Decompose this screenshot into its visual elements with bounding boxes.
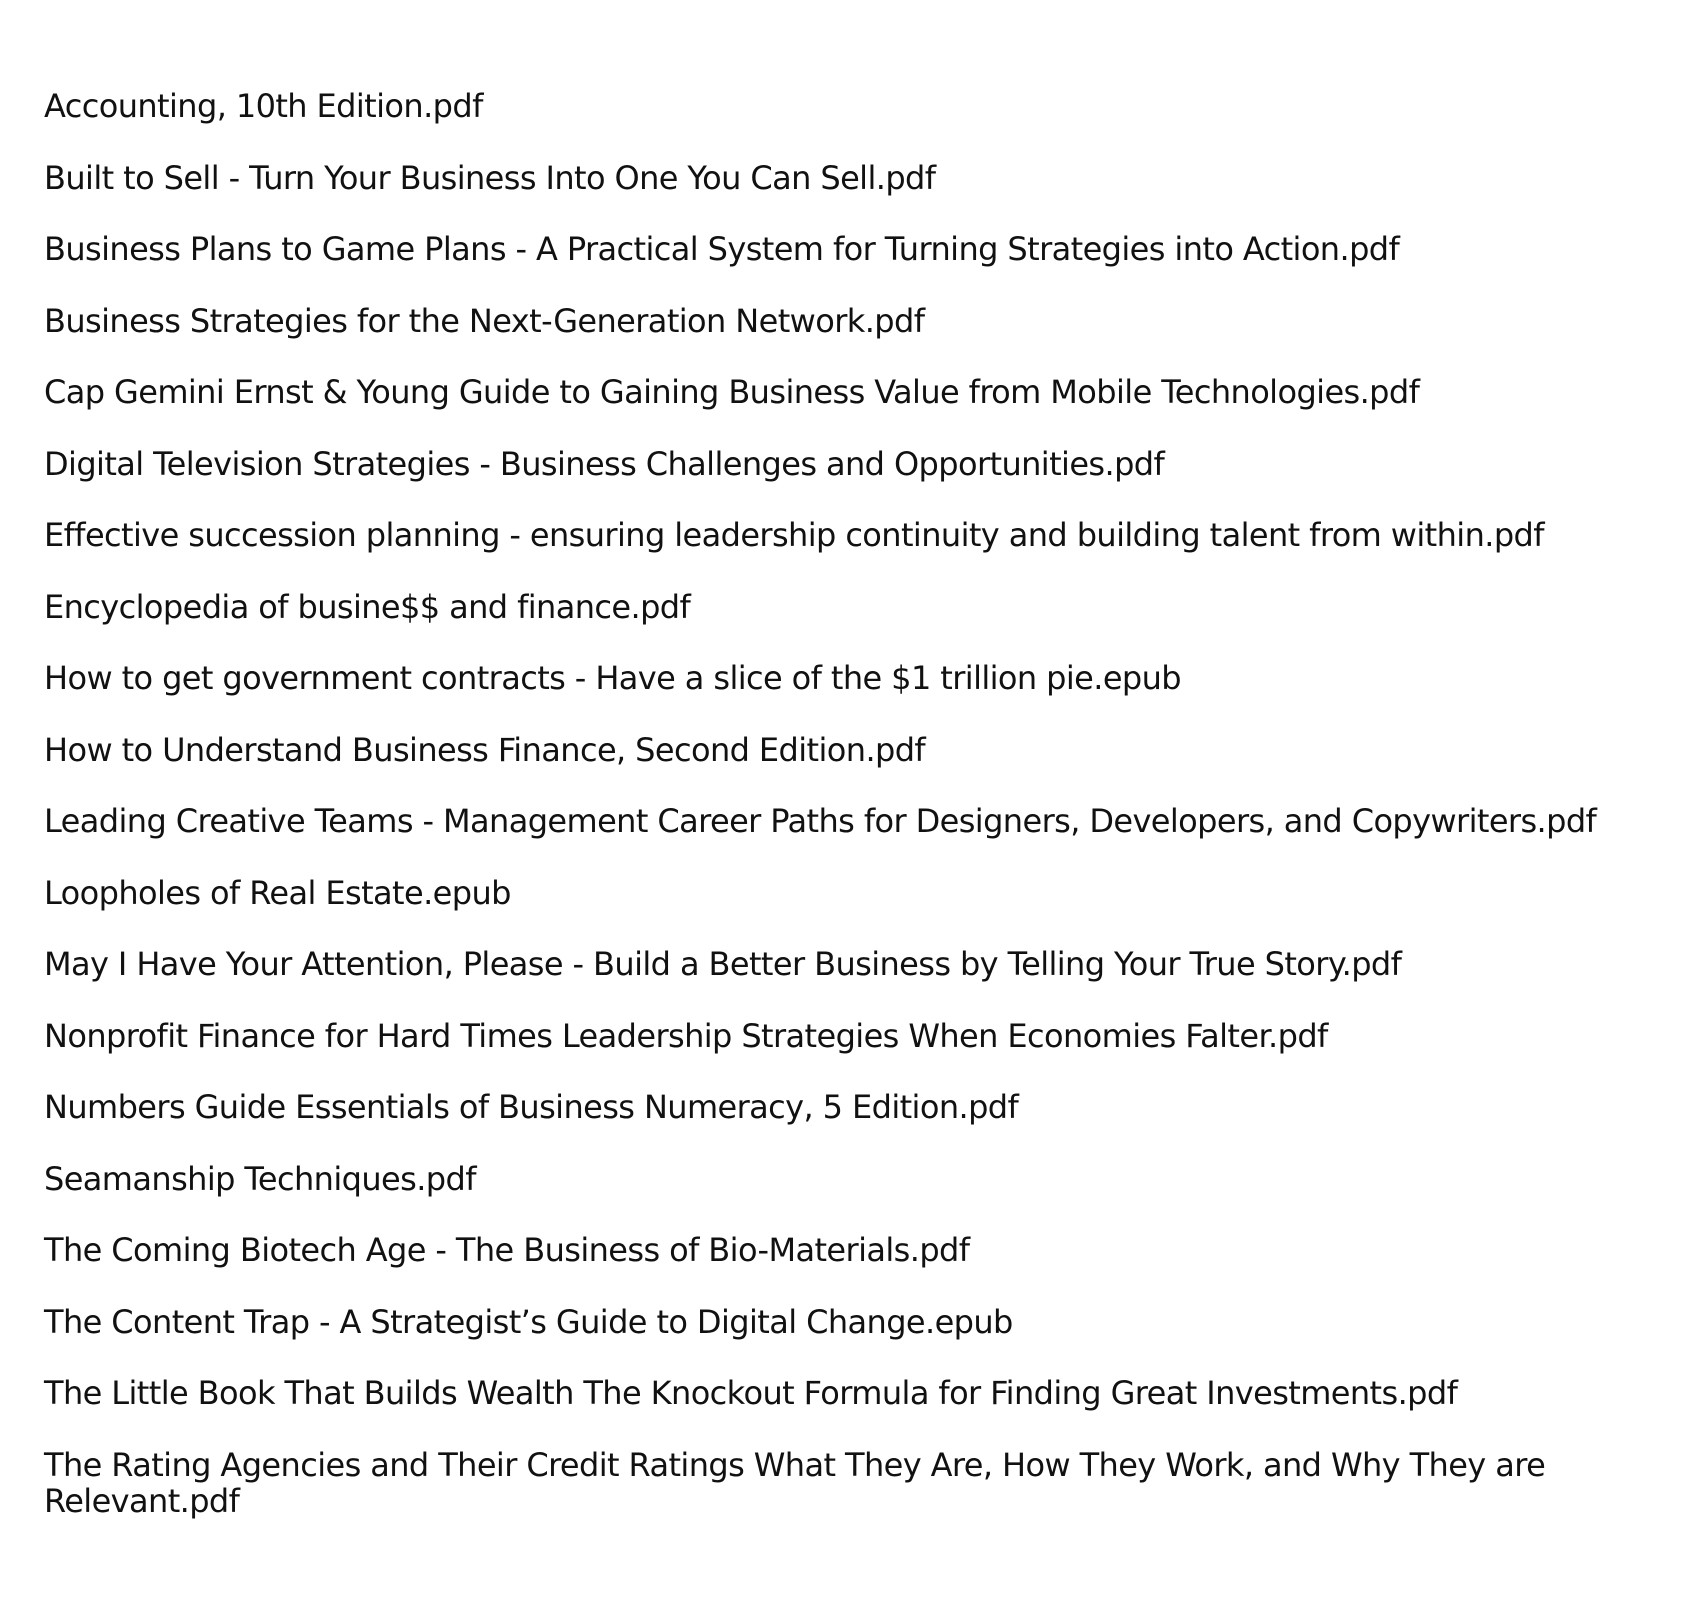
file-name-item: Built to Sell - Turn Your Business Into One You Can Sell.pdf bbox=[44, 158, 936, 197]
file-name-item: Numbers Guide Essentials of Business Numeracy, 5 Edition.pdf bbox=[44, 1088, 1019, 1126]
file-name-item: Nonprofit Finance for Hard Times Leadership Strategies When Economies Falter.pdf bbox=[44, 1016, 1328, 1055]
file-name-item: Loopholes of Real Estate.epub bbox=[44, 873, 511, 912]
file-name-item: Business Strategies for the Next-Generation Network.pdf bbox=[44, 301, 925, 340]
file-name-item: Cap Gemini Ernst & Young Guide to Gaining Business Value from Mobile Technologies.pdf bbox=[44, 373, 1420, 411]
file-name-item: The Coming Biotech Age - The Business of Bio-Materials.pdf bbox=[44, 1231, 970, 1269]
file-name-item: The Little Book That Builds Wealth The Knockout Formula for Finding Great Investments.pdf bbox=[44, 1374, 1458, 1412]
file-name-item: How to Understand Business Finance, Second Edition.pdf bbox=[44, 730, 926, 769]
file-name-item: Seamanship Techniques.pdf bbox=[44, 1159, 476, 1198]
file-name-item: Effective succession planning - ensuring leadership continuity and building talent from within.pdf bbox=[44, 516, 1544, 554]
file-name-item: Digital Television Strategies - Business Challenges and Opportunities.pdf bbox=[44, 444, 1165, 483]
file-name-item: How to get government contracts - Have a slice of the $1 trillion pie.epub bbox=[44, 659, 1182, 697]
file-name-item: Business Plans to Game Plans - A Practical System for Turning Strategies into Action.pdf bbox=[44, 230, 1400, 268]
file-name-item: May I Have Your Attention, Please - Build a Better Business by Telling Your True Story.pdf bbox=[44, 945, 1402, 983]
file-name-item: The Rating Agencies and Their Credit Ratings What They Are, How They Work, and Why They are Relevant.pdf bbox=[44, 1445, 1546, 1520]
file-name-item: Encyclopedia of busine$$ and finance.pdf bbox=[44, 587, 691, 626]
file-name-item: Leading Creative Teams - Management Career Paths for Designers, Developers, and Copywriters.pdf bbox=[44, 802, 1597, 840]
file-name-item: Accounting, 10th Edition.pdf bbox=[44, 87, 483, 125]
file-name-list bbox=[44, 88, 1604, 1554]
file-name-item: The Content Trap - A Strategist’s Guide to Digital Change.epub bbox=[44, 1302, 1013, 1341]
